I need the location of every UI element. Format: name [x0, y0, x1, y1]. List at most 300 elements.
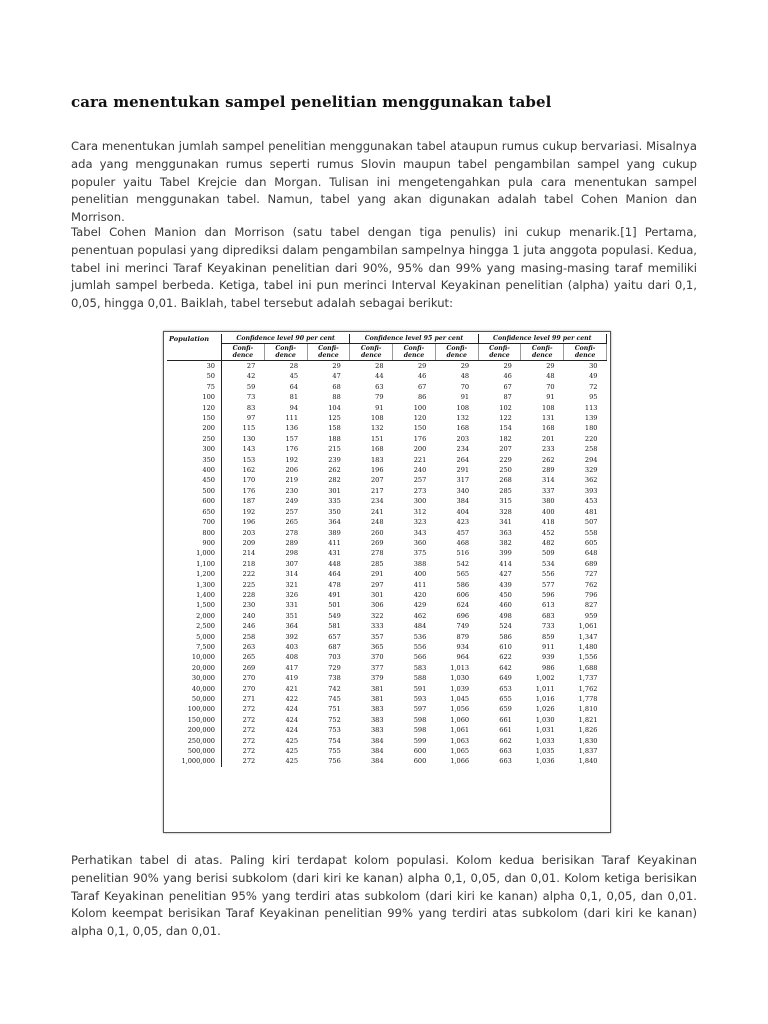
sample-size-cell: 70 [460, 382, 470, 391]
table-row [167, 475, 607, 485]
sample-size-cell: 132 [370, 424, 384, 433]
population-cell: 400 [167, 465, 222, 475]
sample-size-cell: 312 [413, 507, 427, 516]
sample-size-cell: 1,039 [450, 684, 470, 693]
sample-size-cell: 986 [542, 663, 555, 672]
sample-size-cell: 596 [542, 590, 555, 599]
sample-size-cell: 285 [370, 559, 384, 568]
sample-size-cell: 72 [589, 382, 598, 391]
sample-size-cell: 272 [222, 725, 265, 735]
sample-size-cell: 457 [456, 528, 470, 537]
population-cell: 20,000 [167, 663, 222, 673]
sample-size-cell: 29 [503, 362, 512, 370]
confidence-subheader [350, 344, 393, 361]
sample-size-cell: 464 [328, 570, 341, 579]
sample-size-cell: 384 [370, 757, 384, 766]
sample-size-cell: 168 [456, 424, 470, 433]
table-row [167, 569, 607, 579]
sample-size-cell: 382 [499, 538, 512, 547]
sample-size-cell: 624 [456, 601, 470, 610]
sample-size-cell: 754 [328, 736, 341, 745]
sample-size-cell: 115 [222, 423, 265, 433]
table-group-header-row [167, 334, 607, 344]
sample-size-cell: 417 [285, 663, 299, 672]
subheader-line-2: dence [489, 352, 510, 359]
sample-size-cell: 1,826 [578, 726, 598, 735]
population-cell: 120 [167, 403, 222, 413]
table-row [167, 455, 607, 465]
sample-size-cell: 46 [417, 372, 427, 381]
sample-size-cell: 422 [285, 695, 299, 703]
sample-size-cell: 272 [222, 715, 265, 725]
confidence-subheader [307, 344, 350, 361]
sample-size-cell: 81 [289, 393, 299, 402]
sample-size-cell: 234 [370, 497, 384, 506]
sample-size-cell: 586 [499, 632, 512, 641]
explanation-paragraph: Perhatikan tabel di atas. Paling kiri terdapat kolom populasi. Kolom kedua berisikan Taraf Keyakinan penelitian 90% yang berisi subkolom (dari kiri ke kanan) alpha 0,1, 0,05, dan 0,01. Kolom ketiga berisikan Taraf Keyakinan penelitian 95% yang terdiri atas subkolom (dari kiri ke kanan) alpha 0,1, 0,05, dan 0,01. Kolom keempat berisikan Taraf Keyakinan penelitian 99% yang terdiri atas subkolom (dari kiri ke kanan) alpha 0,1, 0,05, dan 0,01. [71, 853, 697, 939]
table-row [167, 434, 607, 444]
sample-size-cell: 73 [222, 392, 265, 402]
table-row [167, 559, 607, 569]
subheader-line-1: Confi- [403, 345, 425, 352]
sample-size-cell: 63 [375, 382, 384, 391]
sample-size-cell: 282 [328, 476, 341, 485]
population-cell: 700 [167, 517, 222, 527]
sample-size-cell: 360 [413, 538, 427, 547]
sample-size-cell: 351 [285, 611, 299, 620]
sample-size-cell: 1,035 [535, 747, 555, 756]
table-row [167, 496, 607, 506]
sample-size-cell: 1,066 [450, 757, 470, 766]
sample-size-cell: 136 [285, 424, 299, 433]
subheader-line-1: Confi- [531, 345, 553, 352]
sample-size-cell: 450 [499, 590, 512, 599]
sample-size-cell: 1,778 [578, 695, 598, 703]
sample-size-cell: 143 [222, 444, 265, 454]
sample-size-cell: 1,065 [450, 747, 470, 756]
sample-size-cell: 273 [413, 486, 427, 495]
sample-size-cell: 661 [499, 726, 512, 735]
sample-size-cell: 45 [289, 372, 299, 381]
sample-size-table [167, 334, 607, 767]
sample-size-cell: 64 [289, 382, 299, 391]
subheader-line-2: dence [318, 352, 339, 359]
sample-size-cell: 315 [499, 497, 512, 506]
sample-size-cell: 301 [328, 486, 341, 495]
sample-size-cell: 341 [499, 518, 512, 527]
sample-size-cell: 1,762 [578, 684, 598, 693]
sample-size-cell: 153 [222, 455, 265, 465]
population-cell: 100 [167, 392, 222, 402]
sample-size-cell: 157 [285, 434, 299, 443]
sample-size-cell: 258 [222, 632, 265, 642]
population-cell: 250 [167, 434, 222, 444]
population-cell: 40,000 [167, 684, 222, 694]
sample-size-cell: 323 [413, 518, 427, 527]
sample-size-cell: 108 [542, 403, 555, 412]
sample-size-cell: 753 [328, 726, 341, 735]
sample-size-cell: 30 [589, 362, 598, 370]
sample-size-cell: 203 [456, 434, 470, 443]
sample-size-cell: 384 [456, 497, 470, 506]
population-cell: 1,000,000 [167, 756, 222, 766]
table-row [167, 444, 607, 454]
table-row [167, 611, 607, 621]
population-cell: 2,500 [167, 621, 222, 631]
sample-size-cell: 108 [456, 403, 470, 412]
sample-size-cell: 132 [456, 414, 470, 423]
sample-size-cell: 648 [584, 549, 598, 558]
subheader-line-1: Confi- [360, 345, 382, 352]
sample-size-cell: 364 [328, 518, 341, 527]
sample-size-cell: 289 [542, 466, 555, 475]
sample-size-cell: 959 [584, 611, 598, 620]
sample-size-cell: 270 [222, 673, 265, 683]
table-row [167, 413, 607, 423]
sample-size-cell: 384 [370, 747, 384, 756]
sample-size-cell: 383 [370, 705, 384, 714]
sample-size-cell: 102 [499, 403, 512, 412]
population-cell: 200,000 [167, 725, 222, 735]
population-cell: 7,500 [167, 642, 222, 652]
sample-size-cell: 655 [499, 695, 512, 703]
sample-size-cell: 272 [222, 736, 265, 746]
sample-size-cell: 964 [456, 653, 470, 662]
sample-size-cell: 565 [456, 570, 470, 579]
table-row [167, 715, 607, 725]
population-cell: 900 [167, 538, 222, 548]
population-cell: 1,000 [167, 548, 222, 558]
sample-size-cell: 314 [285, 570, 299, 579]
sample-size-cell: 1,056 [450, 705, 470, 714]
sample-size-cell: 1,061 [578, 622, 598, 631]
table-row [167, 590, 607, 600]
sample-size-cell: 424 [285, 726, 299, 735]
sample-size-cell: 272 [222, 746, 265, 756]
population-cell: 150 [167, 413, 222, 423]
sample-size-cell: 429 [413, 601, 427, 610]
group-header-99: Confidence level 99 per cent [478, 334, 606, 344]
sample-size-cell: 393 [584, 486, 598, 495]
sample-size-cell: 380 [542, 497, 555, 506]
sample-size-cell: 399 [499, 549, 512, 558]
subheader-line-2: dence [275, 352, 296, 359]
sample-size-cell: 1,011 [535, 684, 555, 693]
population-cell: 350 [167, 455, 222, 465]
sample-size-cell: 657 [328, 632, 341, 641]
sample-size-cell: 289 [285, 538, 299, 547]
sample-size-cell: 230 [285, 486, 299, 495]
confidence-subheader [393, 344, 436, 361]
table-row [167, 600, 607, 610]
sample-size-cell: 196 [222, 517, 265, 527]
table-row [167, 382, 607, 392]
sample-size-cell: 460 [499, 601, 512, 610]
sample-size-cell: 749 [456, 622, 470, 631]
sample-size-cell: 246 [222, 621, 265, 631]
sample-size-cell: 272 [222, 756, 265, 766]
sample-size-cell: 381 [370, 695, 384, 703]
sample-size-cell: 1,688 [578, 663, 598, 672]
sample-size-cell: 300 [413, 497, 427, 506]
sample-size-cell: 425 [285, 747, 299, 756]
sample-size-cell: 29 [332, 362, 341, 370]
sample-size-cell: 729 [328, 663, 341, 672]
sample-size-cell: 610 [499, 642, 512, 651]
sample-size-cell: 44 [375, 372, 384, 381]
sample-size-cell: 207 [499, 445, 512, 454]
population-cell: 500 [167, 486, 222, 496]
sample-size-cell: 298 [285, 549, 299, 558]
sample-size-cell: 187 [222, 496, 265, 506]
subheader-line-1: Confi- [232, 345, 254, 352]
sample-size-cell: 200 [413, 445, 427, 454]
sample-size-cell: 425 [285, 736, 299, 745]
sample-size-cell: 83 [222, 403, 265, 413]
sample-size-cell: 383 [370, 726, 384, 735]
sample-size-cell: 1,063 [450, 736, 470, 745]
sample-size-cell: 424 [285, 705, 299, 714]
sample-size-cell: 130 [222, 434, 265, 444]
table-row [167, 548, 607, 558]
sample-size-cell: 219 [285, 476, 299, 485]
population-cell: 2,000 [167, 611, 222, 621]
sample-size-cell: 662 [499, 736, 512, 745]
sample-size-cell: 1,036 [535, 757, 555, 766]
sample-size-cell: 67 [503, 382, 512, 391]
sample-size-cell: 182 [499, 434, 512, 443]
population-cell: 500,000 [167, 746, 222, 756]
sample-size-cell: 1,737 [578, 674, 598, 683]
sample-size-cell: 683 [542, 611, 555, 620]
sample-size-cell: 425 [285, 757, 299, 766]
sample-size-table-image [163, 331, 611, 833]
sample-size-cell: 170 [222, 475, 265, 485]
sample-size-cell: 48 [546, 372, 555, 381]
sample-size-cell: 593 [413, 695, 427, 703]
sample-size-cell: 622 [499, 653, 512, 662]
population-cell: 450 [167, 475, 222, 485]
sample-size-cell: 180 [584, 424, 598, 433]
sample-size-cell: 751 [328, 705, 341, 714]
table-row [167, 673, 607, 683]
sample-size-cell: 381 [370, 684, 384, 693]
sample-size-cell: 278 [370, 549, 384, 558]
sample-size-cell: 278 [285, 528, 299, 537]
sample-size-cell: 653 [499, 684, 512, 693]
sample-size-cell: 755 [328, 747, 341, 756]
sample-size-cell: 162 [222, 465, 265, 475]
population-cell: 30 [167, 361, 222, 372]
sample-size-cell: 363 [499, 528, 512, 537]
sample-size-cell: 388 [413, 559, 427, 568]
sample-size-cell: 257 [285, 507, 299, 516]
sample-size-cell: 294 [584, 455, 598, 464]
sample-size-cell: 536 [413, 632, 427, 641]
sample-size-cell: 421 [285, 684, 299, 693]
sample-size-cell: 125 [328, 414, 341, 423]
table-row [167, 663, 607, 673]
sample-size-cell: 222 [222, 569, 265, 579]
sample-size-cell: 1,030 [450, 674, 470, 683]
sample-size-cell: 218 [222, 559, 265, 569]
sample-size-cell: 598 [413, 715, 427, 724]
description-paragraph: Tabel Cohen Manion dan Morrison (satu tabel dengan tiga penulis) ini cukup menarik.[1] Pertama, penentuan populasi yang diprediksi dalam pengambilan sampelnya hingga 1 juta anggota populasi. Kedua, tabel ini merinci Taraf Keyakinan penelitian dari 90%, 95% dan 99% yang masing-masing taraf memiliki jumlah sampel berbeda. Ketiga, tabel ini pun merinci Interval Keyakinan penelitian (alpha) yaitu dari 0,1, 0,05, hingga 0,01. Baiklah, tabel tersebut adalah sebagai berikut: [71, 225, 697, 311]
sample-size-cell: 176 [413, 434, 427, 443]
sample-size-cell: 556 [542, 570, 555, 579]
sample-size-cell: 439 [499, 580, 512, 589]
sample-size-cell: 411 [413, 580, 427, 589]
table-row [167, 632, 607, 642]
sample-size-cell: 168 [542, 424, 555, 433]
sample-size-cell: 383 [370, 715, 384, 724]
sample-size-cell: 48 [460, 372, 470, 381]
sample-size-cell: 91 [375, 403, 384, 412]
population-cell: 650 [167, 507, 222, 517]
sample-size-cell: 337 [542, 486, 555, 495]
sample-size-cell: 234 [456, 445, 470, 454]
sample-size-cell: 331 [285, 601, 299, 610]
table-row [167, 371, 607, 381]
sample-size-cell: 357 [370, 632, 384, 641]
sample-size-cell: 642 [499, 663, 512, 672]
sample-size-cell: 362 [584, 476, 598, 485]
subheader-line-2: dence [446, 352, 467, 359]
sample-size-cell: 911 [542, 642, 555, 651]
sample-size-cell: 577 [542, 580, 555, 589]
sample-size-cell: 297 [370, 580, 384, 589]
sample-size-cell: 258 [584, 445, 598, 454]
sample-size-cell: 158 [328, 424, 341, 433]
sample-size-cell: 400 [542, 507, 555, 516]
confidence-subheader [564, 344, 607, 361]
sample-size-cell: 333 [370, 622, 384, 631]
sample-size-cell: 556 [413, 642, 427, 651]
sample-size-cell: 269 [370, 538, 384, 547]
subheader-line-1: Confi- [446, 345, 468, 352]
sample-size-cell: 326 [285, 590, 299, 599]
table-row [167, 746, 607, 756]
sample-size-cell: 1,045 [450, 695, 470, 703]
sample-size-cell: 663 [499, 757, 512, 766]
sample-size-cell: 365 [370, 642, 384, 651]
sample-size-cell: 498 [499, 611, 512, 620]
sample-size-cell: 322 [370, 611, 384, 620]
sample-size-cell: 1,837 [578, 747, 598, 756]
sample-size-cell: 91 [546, 393, 555, 402]
sample-size-cell: 301 [370, 590, 384, 599]
sample-size-cell: 285 [499, 486, 512, 495]
sample-size-cell: 534 [542, 559, 555, 568]
sample-size-cell: 462 [413, 611, 427, 620]
sample-size-cell: 225 [222, 580, 265, 590]
population-cell: 1,400 [167, 590, 222, 600]
table-row [167, 423, 607, 433]
sample-size-cell: 151 [370, 434, 384, 443]
sample-size-cell: 307 [285, 559, 299, 568]
sample-size-cell: 733 [542, 622, 555, 631]
sample-size-cell: 215 [328, 445, 341, 454]
sample-size-cell: 1,347 [578, 632, 598, 641]
table-row [167, 736, 607, 746]
sample-size-cell: 139 [584, 414, 598, 423]
sample-size-cell: 260 [370, 528, 384, 537]
sample-size-cell: 317 [456, 476, 470, 485]
population-cell: 1,100 [167, 559, 222, 569]
sample-size-cell: 389 [328, 528, 341, 537]
sample-size-cell: 88 [332, 393, 341, 402]
sample-size-cell: 59 [222, 382, 265, 392]
sample-size-cell: 27 [222, 361, 265, 372]
sample-size-cell: 350 [328, 507, 341, 516]
sample-size-cell: 659 [499, 705, 512, 714]
sample-size-cell: 111 [285, 414, 299, 423]
sample-size-cell: 268 [499, 476, 512, 485]
sample-size-cell: 335 [328, 497, 341, 506]
sample-size-cell: 314 [542, 476, 555, 485]
sample-size-cell: 29 [417, 362, 427, 370]
sample-size-cell: 481 [584, 507, 598, 516]
sample-size-cell: 229 [499, 455, 512, 464]
sample-size-cell: 738 [328, 674, 341, 683]
sample-size-cell: 524 [499, 622, 512, 631]
sample-size-cell: 131 [542, 414, 555, 423]
sample-size-cell: 404 [456, 507, 470, 516]
sample-size-cell: 113 [584, 403, 598, 412]
sample-size-cell: 239 [328, 455, 341, 464]
sample-size-cell: 687 [328, 642, 341, 651]
confidence-subheader [478, 344, 521, 361]
sample-size-cell: 263 [222, 642, 265, 652]
population-cell: 150,000 [167, 715, 222, 725]
sample-size-cell: 183 [370, 455, 384, 464]
confidence-subheader [521, 344, 564, 361]
sample-size-cell: 262 [542, 455, 555, 464]
sample-size-cell: 1,556 [578, 653, 598, 662]
sample-size-cell: 1,821 [578, 715, 598, 724]
population-cell: 100,000 [167, 704, 222, 714]
sample-size-cell: 478 [328, 580, 341, 589]
subheader-line-2: dence [403, 352, 425, 359]
population-cell: 10,000 [167, 652, 222, 662]
sample-size-cell: 796 [584, 590, 598, 599]
sample-size-cell: 756 [328, 757, 341, 766]
sample-size-cell: 600 [413, 757, 427, 766]
table-row [167, 507, 607, 517]
sample-size-cell: 491 [328, 590, 341, 599]
sample-size-cell: 448 [328, 559, 341, 568]
sample-size-cell: 49 [589, 372, 598, 381]
sample-size-cell: 249 [285, 497, 299, 506]
subheader-line-2: dence [532, 352, 553, 359]
sample-size-cell: 271 [222, 694, 265, 704]
sample-size-cell: 605 [584, 538, 598, 547]
sample-size-cell: 343 [413, 528, 427, 537]
sample-size-cell: 581 [328, 622, 341, 631]
population-cell: 250,000 [167, 736, 222, 746]
table-row [167, 704, 607, 714]
sample-size-cell: 217 [370, 486, 384, 495]
sample-size-cell: 29 [546, 362, 555, 370]
confidence-subheader [222, 344, 265, 361]
sample-size-cell: 420 [413, 590, 427, 599]
population-cell: 30,000 [167, 673, 222, 683]
sample-size-cell: 598 [413, 726, 427, 735]
sample-size-cell: 340 [456, 486, 470, 495]
sample-size-cell: 424 [285, 715, 299, 724]
subheader-line-2: dence [232, 352, 254, 359]
sample-size-cell: 270 [222, 684, 265, 694]
